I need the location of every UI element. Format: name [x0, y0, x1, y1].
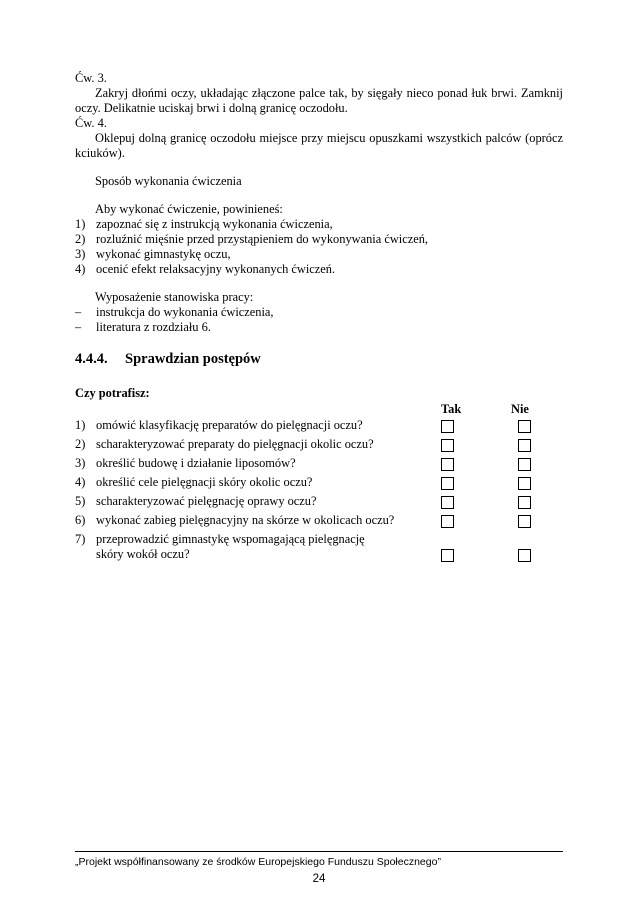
yes-checkbox[interactable]	[441, 496, 454, 509]
yes-checkbox[interactable]	[441, 477, 454, 490]
yes-checkbox[interactable]	[441, 549, 454, 562]
no-checkbox[interactable]	[518, 549, 531, 562]
yes-checkbox[interactable]	[441, 458, 454, 471]
no-checkbox[interactable]	[518, 439, 531, 452]
list-item	[75, 320, 563, 335]
footer-note: „Projekt współfinansowany ze środków Europejskiego Funduszu Społecznego”	[75, 851, 563, 870]
exercise-3-label: Ćw. 3.	[75, 71, 107, 85]
no-checkbox[interactable]	[518, 496, 531, 509]
question-text: omówić klasyfikację preparatów do pielęgnacji oczu?	[96, 418, 363, 432]
list-item	[75, 217, 563, 232]
item-text: literatura z rozdziału 6.	[96, 320, 211, 334]
item-text: wykonać gimnastykę oczu,	[96, 247, 231, 261]
quiz-row	[75, 513, 563, 532]
list-item	[75, 305, 563, 320]
question-text: przeprowadzić gimnastykę wspomagającą pielęgnację skóry wokół oczu?	[96, 532, 365, 561]
yes-column-header: Tak	[441, 402, 462, 416]
question-number: 7)	[75, 532, 86, 546]
item-number: 1)	[75, 217, 86, 231]
no-checkbox[interactable]	[518, 458, 531, 471]
quiz-heading: Czy potrafisz:	[75, 386, 150, 400]
no-checkbox[interactable]	[518, 477, 531, 490]
exercise-3-text: Zakryj dłońmi oczy, układając złączone palce tak, by sięgały nieco ponad łuk brwi. Zamknij oczy. Delikatnie uciskaj brwi i dolną granicę oczodołu.	[75, 86, 563, 115]
quiz-row	[75, 475, 563, 494]
equipment-intro: Wyposażenie stanowiska pracy:	[95, 290, 254, 304]
section-heading	[75, 350, 563, 368]
page-number: 24	[312, 873, 326, 885]
item-number: 4)	[75, 262, 86, 276]
quiz-row	[75, 437, 563, 456]
item-number: 2)	[75, 232, 86, 246]
exercise-4-text: Oklepuj dolną granicę oczodołu miejsce przy miejscu opuszkami wszystkich palców (oprócz kciuków).	[75, 131, 563, 160]
method-heading: Sposób wykonania ćwiczenia	[95, 174, 242, 188]
yes-checkbox[interactable]	[441, 515, 454, 528]
item-number: 3)	[75, 247, 86, 261]
question-number: 3)	[75, 456, 86, 470]
dash-bullet: –	[75, 320, 82, 334]
exercise-4-label: Ćw. 4.	[75, 116, 107, 130]
item-text: ocenić efekt relaksacyjny wykonanych ćwiczeń.	[96, 262, 336, 276]
quiz-row	[75, 494, 563, 513]
item-text: zapoznać się z instrukcją wykonania ćwiczenia,	[96, 217, 333, 231]
yes-checkbox[interactable]	[441, 439, 454, 452]
equipment-list	[75, 305, 563, 335]
question-number: 6)	[75, 513, 86, 527]
question-number: 4)	[75, 475, 86, 489]
list-item	[75, 232, 563, 247]
quiz-row	[75, 532, 563, 562]
section-number: 4.4.4.	[75, 351, 108, 367]
question-text: scharakteryzować preparaty do pielęgnacji okolic oczu?	[96, 437, 374, 451]
no-checkbox[interactable]	[518, 515, 531, 528]
quiz-row	[75, 418, 563, 437]
question-text: scharakteryzować pielęgnację oprawy oczu?	[96, 494, 317, 508]
question-text: wykonać zabieg pielęgnacyjny na skórze w okolicach oczu?	[96, 513, 395, 527]
item-text: instrukcja do wykonania ćwiczenia,	[96, 305, 274, 319]
section-title: Sprawdzian postępów	[125, 351, 261, 367]
quiz-column-headers	[75, 401, 563, 418]
quiz-row	[75, 456, 563, 475]
question-number: 5)	[75, 494, 86, 508]
no-column-header: Nie	[511, 402, 529, 416]
list-item	[75, 262, 563, 277]
question-text: określić cele pielęgnacji skóry okolic oczu?	[96, 475, 313, 489]
item-text: rozluźnić mięśnie przed przystąpieniem do wykonywania ćwiczeń,	[96, 232, 429, 246]
dash-bullet: –	[75, 305, 82, 319]
page-content	[75, 71, 563, 562]
question-text: określić budowę i działanie liposomów?	[96, 456, 296, 470]
question-number: 1)	[75, 418, 86, 432]
yes-checkbox[interactable]	[441, 420, 454, 433]
steps-list	[75, 217, 563, 277]
steps-intro: Aby wykonać ćwiczenie, powinieneś:	[95, 202, 283, 216]
list-item	[75, 247, 563, 262]
no-checkbox[interactable]	[518, 420, 531, 433]
question-number: 2)	[75, 437, 86, 451]
